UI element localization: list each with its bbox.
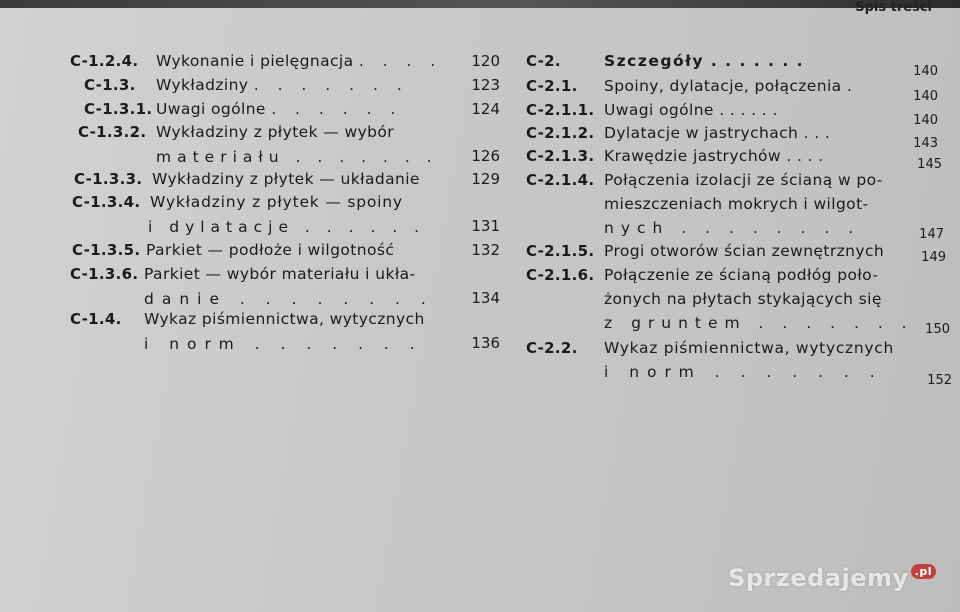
toc-title: Wykładziny z płytek — układanie xyxy=(152,170,420,188)
toc-code: C-2.1.6. xyxy=(526,266,595,284)
toc-page: 150 xyxy=(925,322,950,337)
toc-code: C-1.4. xyxy=(70,310,122,328)
toc-title-cont: i dylatacje . . . . . . xyxy=(148,218,426,236)
toc-code: C-1.3.5. xyxy=(72,241,141,259)
toc-title-cont: z gruntem . . . . . . . xyxy=(604,314,914,332)
toc-code: C-2.1.5. xyxy=(526,242,595,260)
watermark-logo: Sprzedajemy .pl xyxy=(728,564,936,592)
toc-code: C-1.2.4. xyxy=(70,52,139,70)
toc-title-cont: mieszczeniach mokrych i wilgot- xyxy=(604,195,869,213)
toc-title: Dylatacje w jastrychach . . . xyxy=(604,124,831,142)
toc-title: Parkiet — podłoże i wilgotność xyxy=(146,241,395,259)
toc-code: C-2.2. xyxy=(526,339,578,357)
toc-title: Krawędzie jastrychów . . . . xyxy=(604,147,824,165)
toc-code: C-2.1.1. xyxy=(526,101,595,119)
toc-title: Progi otworów ścian zewnętrznych xyxy=(604,242,885,260)
toc-page: 140 xyxy=(913,113,938,128)
toc-page: 140 xyxy=(913,64,938,79)
toc-code: C-1.3.6. xyxy=(70,265,139,283)
toc-code: C-1.3.4. xyxy=(72,193,141,211)
toc-title: Wykaz piśmiennictwa, wytycznych xyxy=(144,310,425,328)
toc-page: 134 xyxy=(471,289,500,307)
toc-page: 124 xyxy=(471,100,500,118)
toc-title-cont: danie . . . . . . . . xyxy=(144,290,434,308)
toc-title-cont: nych . . . . . . . . xyxy=(604,219,861,237)
toc-code: C-2.1.4. xyxy=(526,171,595,189)
toc-page: 152 xyxy=(927,373,952,388)
toc-code: C-2. xyxy=(526,52,561,70)
toc-code: C-1.3.3. xyxy=(74,170,143,188)
running-header: Spis treści xyxy=(855,0,932,15)
toc-title: Spoiny, dylatacje, połączenia . xyxy=(604,77,853,95)
toc-page: 126 xyxy=(471,147,500,165)
toc-title-cont: materiału . . . . . . . xyxy=(156,148,438,166)
toc-code: C-1.3. xyxy=(84,76,136,94)
toc-code: C-2.1. xyxy=(526,77,578,95)
toc-title: Parkiet — wybór materiału i ukła- xyxy=(144,265,416,283)
toc-page: 123 xyxy=(471,76,500,94)
toc-title: Wykaz piśmiennictwa, wytycznych xyxy=(604,339,895,357)
toc-page: 145 xyxy=(917,157,942,172)
toc-page: 147 xyxy=(919,227,944,242)
toc-title: Wykładziny . . . . . . . xyxy=(156,76,409,94)
toc-title-cont: i norm . . . . . . . xyxy=(144,335,423,353)
toc-title: Wykładziny z płytek — wybór xyxy=(156,123,395,141)
toc-title: Połączenia izolacji ze ścianą w po- xyxy=(604,171,883,189)
toc-code: C-2.1.3. xyxy=(526,147,595,165)
toc-code: C-1.3.1. xyxy=(84,100,153,118)
toc-page: 140 xyxy=(913,89,938,104)
toc-title: Wykładziny z płytek — spoiny xyxy=(150,193,403,211)
toc-page: 143 xyxy=(913,136,938,151)
toc-title: Uwagi ogólne . . . . . . xyxy=(604,101,778,119)
toc-title: Połączenie ze ścianą podłóg poło- xyxy=(604,266,879,284)
toc-title: Szczegóły . . . . . . . xyxy=(604,52,804,70)
toc-code: C-1.3.2. xyxy=(78,123,147,141)
toc-page: 149 xyxy=(921,250,946,265)
toc-page: 129 xyxy=(471,170,500,188)
toc-title: Wykonanie i pielęgnacja . . . . xyxy=(156,52,443,70)
toc-code: C-2.1.2. xyxy=(526,124,595,142)
toc-page: 131 xyxy=(471,217,500,235)
toc-title: Uwagi ogólne . . . . . . xyxy=(156,100,403,118)
toc-page: 120 xyxy=(471,52,500,70)
page-top-edge xyxy=(0,0,960,8)
toc-title-cont: żonych na płytach stykających się xyxy=(604,290,882,308)
toc-title-cont: i norm . . . . . . . xyxy=(604,363,883,381)
toc-page: 136 xyxy=(471,334,500,352)
toc-page: 132 xyxy=(471,241,500,259)
